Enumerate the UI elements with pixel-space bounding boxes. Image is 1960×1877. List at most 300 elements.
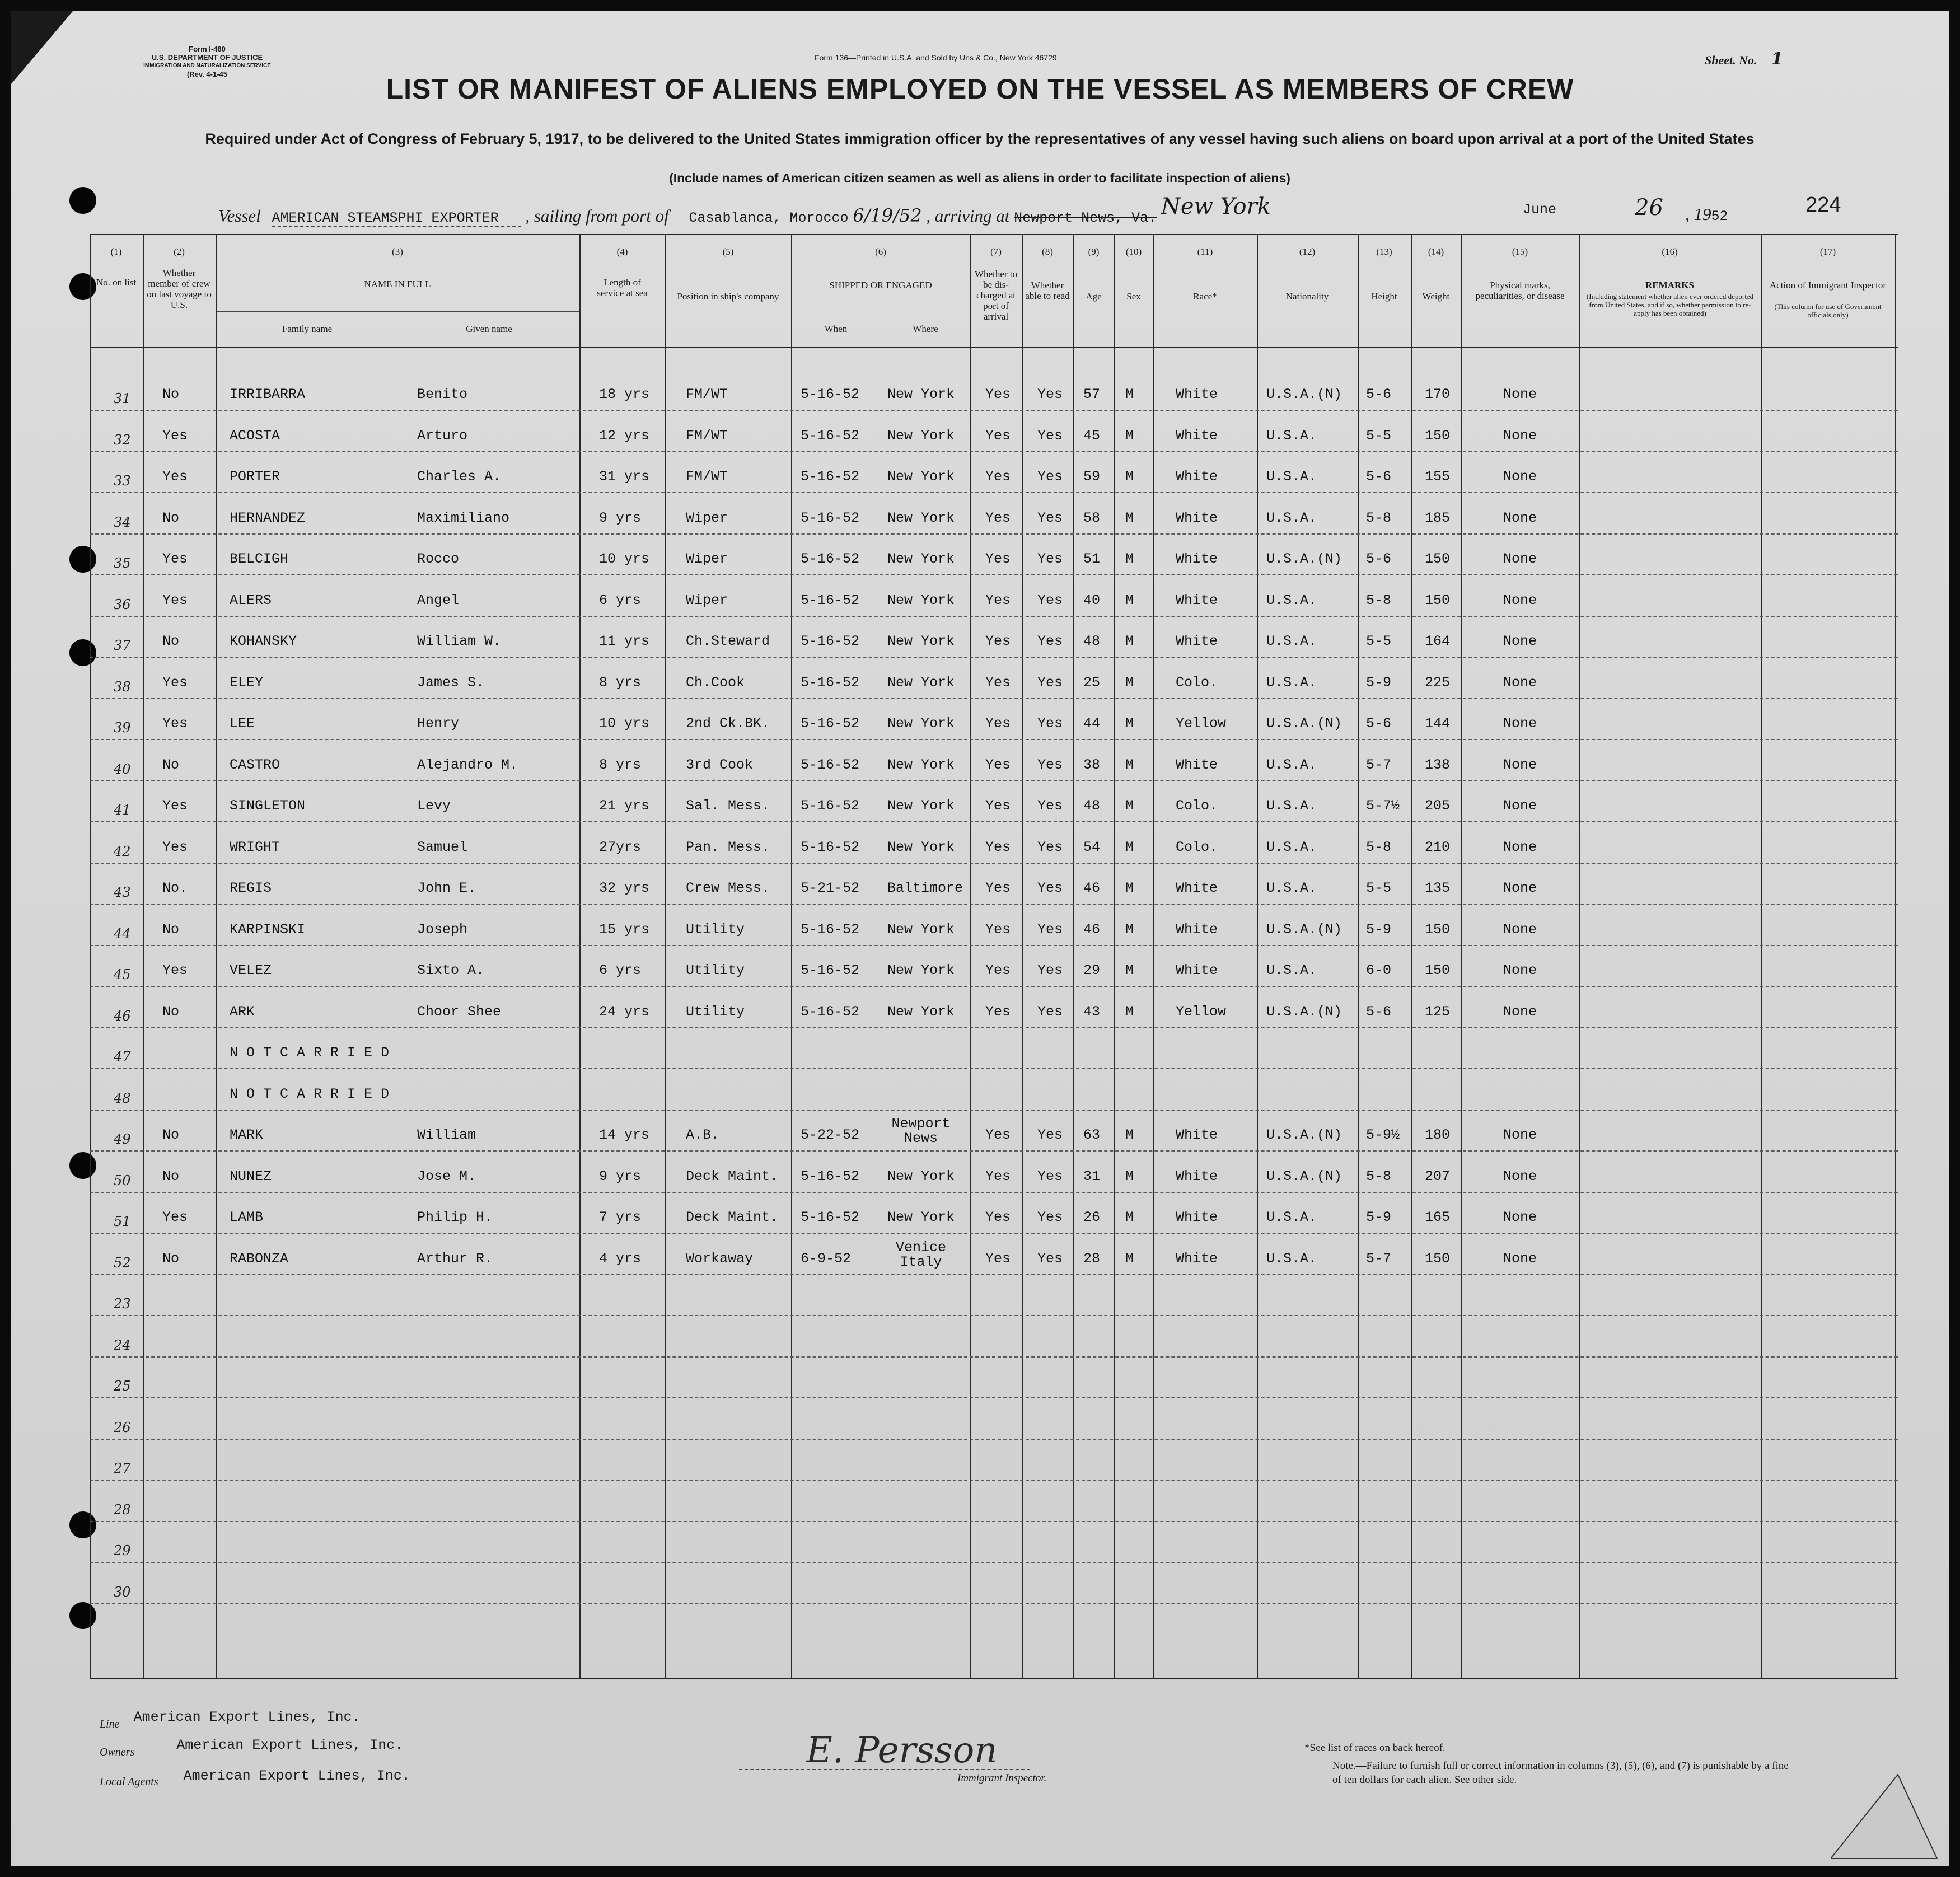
where-cell: New York [887,715,955,732]
member-cell: No [162,1003,180,1020]
col-number: (8) [1042,246,1053,257]
physical-marks-cell: None [1503,1127,1537,1143]
age-cell: 46 [1083,921,1101,938]
punch-hole [69,1511,96,1538]
position-cell: Wiper [686,592,728,608]
nationality-cell: U.S.A. [1266,798,1317,814]
physical-marks-cell: None [1503,1003,1537,1020]
page-title: LIST OR MANIFEST OF ALIENS EMPLOYED ON THE VESSEL AS MEMBERS OF CREW [386,73,1574,105]
member-cell: Yes [162,839,188,855]
member-cell: No [162,1168,180,1185]
race-cell: White [1176,880,1218,896]
able-to-read-cell: Yes [1037,921,1063,938]
height-cell: 5-9 [1366,674,1392,691]
age-cell: 44 [1083,715,1101,732]
able-to-read-cell: Yes [1037,1168,1063,1185]
sex-cell: M [1125,469,1134,485]
col-number: (14) [1428,246,1444,257]
discharged-cell: Yes [985,1127,1011,1143]
owners-label: Owners [100,1746,135,1758]
family-name-cell: LEE [230,715,255,732]
position-cell: Wiper [686,509,728,526]
given-name-cell: Rocco [417,551,460,567]
where-cell: New York [887,633,955,649]
physical-marks-cell: None [1503,715,1537,732]
physical-marks-cell: None [1503,798,1537,814]
able-to-read-cell: Yes [1037,962,1063,979]
row-number: 32 [114,432,131,448]
row-rule [90,1027,1898,1028]
where-cell: New York [887,386,955,402]
physical-marks-cell: None [1503,469,1537,485]
height-cell: 5-8 [1366,592,1392,608]
owners-value: American Export Lines, Inc. [176,1737,404,1753]
nationality-cell: U.S.A. [1266,880,1317,896]
weight-cell: 170 [1425,386,1451,402]
row-number: 35 [114,555,131,571]
sex-cell: M [1125,1003,1134,1020]
position-cell: Utility [686,921,745,938]
service-cell: 10 yrs [599,715,650,732]
given-name-cell: Sixto A. [417,962,485,979]
race-cell: White [1176,921,1218,938]
family-name-cell: N O T C A R R I E D [230,1085,390,1102]
given-name-cell: William [417,1127,476,1143]
col-number: (12) [1299,246,1316,257]
sex-cell: M [1125,756,1134,773]
nationality-cell: U.S.A. [1266,427,1317,444]
arrival-year-prefix: , 19 [1685,204,1711,224]
where-cell: Baltimore [887,880,963,896]
nationality-cell: U.S.A.(N) [1266,386,1342,402]
discharged-cell: Yes [985,1250,1011,1267]
family-name-cell: PORTER [230,469,280,485]
empty-row-number: 27 [114,1461,131,1476]
family-name-cell: ELEY [230,674,264,691]
given-name-cell: Samuel [417,839,468,855]
header-position: Position in ship's company [677,291,779,302]
service-cell: 6 yrs [599,592,642,608]
weight-cell: 125 [1425,1003,1451,1020]
when-cell: 5-16-52 [801,427,860,444]
signature-line [739,1769,1030,1770]
able-to-read-cell: Yes [1037,427,1063,444]
when-cell: 5-22-52 [801,1127,860,1143]
stamp-number: 224 [1805,193,1841,217]
header-nationality: Nationality [1285,291,1329,302]
height-cell: 5-5 [1366,427,1392,444]
position-cell: Workaway [686,1250,754,1267]
physical-marks-cell: None [1503,839,1537,855]
family-name-cell: REGIS [230,880,272,896]
sheet-value: 1 [1771,49,1783,69]
sex-cell: M [1125,921,1134,938]
age-cell: 57 [1083,386,1101,402]
weight-cell: 150 [1425,427,1451,444]
service-cell: 14 yrs [599,1127,650,1143]
col-number: (17) [1819,246,1836,257]
nationality-cell: U.S.A.(N) [1266,1003,1342,1020]
service-cell: 6 yrs [599,962,642,979]
service-cell: 21 yrs [599,798,650,814]
age-cell: 38 [1083,756,1101,773]
row-number: 42 [114,843,131,859]
arrival-day: 26 [1635,195,1663,221]
sex-cell: M [1125,839,1134,855]
discharged-cell: Yes [985,592,1011,608]
member-cell: Yes [162,962,188,979]
position-cell: Crew Mess. [686,880,770,896]
race-cell: Yellow [1176,1003,1227,1020]
punch-hole [69,1152,96,1179]
service-cell: 11 yrs [599,633,650,649]
family-name-cell: HERNANDEZ [230,509,306,526]
punch-hole [69,639,96,666]
vessel-label: Vessel [218,206,261,226]
header-remarks: REMARKS [1645,280,1694,291]
discharged-cell: Yes [985,386,1011,402]
family-name-cell: NUNEZ [230,1168,272,1185]
header-no-on-list: No. on list [96,277,137,288]
position-cell: Deck Maint. [686,1209,779,1225]
sex-cell: M [1125,715,1134,732]
discharged-cell: Yes [985,839,1011,855]
race-cell: White [1176,756,1218,773]
row-rule [90,451,1898,452]
discharged-cell: Yes [985,756,1011,773]
vessel-name: AMERICAN STEAMSPHI EXPORTER [272,210,521,227]
row-number: 33 [114,473,131,489]
discharged-cell: Yes [985,674,1011,691]
sex-cell: M [1125,962,1134,979]
header-height: Height [1371,291,1397,302]
weight-cell: 150 [1425,1250,1451,1267]
header-remarks-note: (Including statement whether alien ever ordered deported from United States, and if so, whether permission to re-apply has been obtained) [1586,292,1754,317]
able-to-read-cell: Yes [1037,880,1063,896]
header-discharged: Whether to be dis-charged at port of arrival [975,269,1017,322]
weight-cell: 164 [1425,633,1451,649]
where-cell: New York [887,1003,955,1020]
empty-row-number: 30 [114,1584,131,1600]
punch-hole [69,273,96,300]
row-rule [90,533,1898,535]
date-from: 6/19/52 [853,205,922,226]
service-cell: 32 yrs [599,880,650,896]
height-cell: 5-7 [1366,1250,1392,1267]
when-cell: 5-16-52 [801,592,860,608]
position-cell: FM/WT [686,469,728,485]
height-cell: 5-6 [1366,386,1392,402]
family-name-cell: CASTRO [230,756,280,773]
row-number: 38 [114,678,131,695]
position-cell: 3rd Cook [686,756,754,773]
punch-hole [69,1602,96,1629]
able-to-read-cell: Yes [1037,756,1063,773]
able-to-read-cell: Yes [1037,715,1063,732]
sex-cell: M [1125,592,1134,608]
family-name-cell: ALERS [230,592,272,608]
top-left-corner-wear [11,11,78,90]
header-race: Race* [1193,291,1217,302]
given-name-cell: Levy [417,798,451,814]
physical-marks-cell: None [1503,592,1537,608]
given-name-cell: Arthur R. [417,1250,493,1267]
where-cell: New York [887,1209,955,1225]
row-number: 48 [114,1090,131,1106]
height-cell: 5-9 [1366,921,1392,938]
when-cell: 5-16-52 [801,798,860,814]
footer-owners [100,1737,404,1760]
service-cell: 8 yrs [599,674,642,691]
height-cell: 5-6 [1366,715,1392,732]
empty-row-number: 23 [114,1296,131,1312]
able-to-read-cell: Yes [1037,509,1063,526]
physical-marks-cell: None [1503,427,1537,444]
agents-value: American Export Lines, Inc. [183,1768,410,1784]
member-cell: Yes [162,798,188,814]
family-name-cell: BELCIGH [230,551,289,567]
height-cell: 5-9 [1366,1209,1392,1225]
position-cell: Utility [686,1003,745,1020]
member-cell: No [162,756,180,773]
age-cell: 63 [1083,1127,1101,1143]
row-rule [90,1562,1898,1563]
physical-marks-cell: None [1503,633,1537,649]
age-cell: 46 [1083,880,1101,896]
member-cell: No [162,386,180,402]
able-to-read-cell: Yes [1037,1003,1063,1020]
member-cell: No. [162,880,188,896]
row-rule [90,1110,1898,1111]
family-name-cell: MARK [230,1127,264,1143]
header-length-service: Length of service at sea [597,277,648,298]
discharged-cell: Yes [985,962,1011,979]
sex-cell: M [1125,1168,1134,1185]
height-cell: 5-9½ [1366,1127,1400,1143]
discharged-cell: Yes [985,427,1011,444]
when-cell: 5-16-52 [801,962,860,979]
given-name-cell: Choor Shee [417,1003,502,1020]
row-number: 41 [114,802,131,818]
row-rule [90,1150,1898,1152]
able-to-read-cell: Yes [1037,633,1063,649]
height-cell: 5-7½ [1366,798,1400,814]
inspector-signature: E. Persson [806,1730,998,1771]
physical-marks-cell: None [1503,1250,1537,1267]
sex-cell: M [1125,633,1134,649]
inspector-label: Immigrant Inspector. [957,1772,1047,1784]
form-code-line: (Rev. 4-1-45 [186,70,227,78]
discharged-cell: Yes [985,880,1011,896]
weight-cell: 150 [1425,551,1451,567]
given-name-cell: Joseph [417,921,468,938]
position-cell: FM/WT [686,386,728,402]
weight-cell: 138 [1425,756,1451,773]
row-number: 37 [114,638,131,653]
physical-marks-cell: None [1503,509,1537,526]
row-number: 47 [114,1049,131,1065]
empty-row-number: 25 [114,1378,131,1394]
row-rule [90,657,1898,658]
able-to-read-cell: Yes [1037,798,1063,814]
age-cell: 54 [1083,839,1101,855]
member-cell: Yes [162,674,188,691]
footer-agents [100,1768,410,1790]
age-cell: 48 [1083,633,1101,649]
weight-cell: 150 [1425,962,1451,979]
nationality-cell: U.S.A. [1266,633,1317,649]
where-cell: New York [887,1168,955,1185]
race-cell: White [1176,633,1218,649]
given-name-cell: Angel [417,592,460,608]
row-number: 49 [114,1131,131,1147]
when-cell: 5-21-52 [801,880,860,896]
physical-marks-cell: None [1503,962,1537,979]
given-name-cell: Henry [417,715,460,732]
header-given-name: Given name [466,324,512,334]
discharged-cell: Yes [985,715,1011,732]
when-cell: 5-16-52 [801,469,860,485]
height-cell: 5-7 [1366,756,1392,773]
row-rule [90,780,1898,781]
family-name-cell: N O T C A R R I E D [230,1045,390,1061]
col-number: (7) [990,246,1002,257]
empty-row-number: 29 [114,1543,131,1558]
row-rule [90,986,1898,987]
table-bottom-border [90,1678,1898,1679]
race-cell: White [1176,1127,1218,1143]
able-to-read-cell: Yes [1037,839,1063,855]
position-cell: Pan. Mess. [686,839,770,855]
row-number: 34 [114,514,131,530]
given-name-cell: Arturo [417,427,468,444]
race-cell: White [1176,427,1218,444]
where-cell: New York [887,962,955,979]
nationality-cell: U.S.A. [1266,839,1317,855]
punch-hole [69,187,96,214]
position-cell: Utility [686,962,745,979]
header-where: Where [913,324,938,334]
row-number: 45 [114,967,131,982]
position-cell: Ch.Steward [686,633,770,649]
family-name-cell: RABONZA [230,1250,289,1267]
member-cell: Yes [162,1209,188,1225]
nationality-cell: U.S.A.(N) [1266,551,1342,567]
when-cell: 5-16-52 [801,386,860,402]
port-to-handwritten: New York [1161,194,1271,219]
member-cell: No [162,921,180,938]
sex-cell: M [1125,386,1134,402]
race-cell: Yellow [1176,715,1227,732]
nationality-cell: U.S.A. [1266,1250,1317,1267]
where-cell: New York [887,427,955,444]
where-cell: New York [887,756,955,773]
header-action-note: (This column for use of Government officials only) [1774,302,1882,319]
when-cell: 5-16-52 [801,756,860,773]
col-number: (13) [1376,246,1392,257]
weight-cell: 207 [1425,1168,1451,1185]
where-cell: New York [887,551,955,567]
arrival-month: June [1523,202,1557,218]
nationality-cell: U.S.A. [1266,469,1317,485]
nationality-cell: U.S.A.(N) [1266,921,1342,938]
family-name-cell: LAMB [230,1209,264,1225]
row-rule [90,1315,1898,1316]
position-cell: Sal. Mess. [686,798,770,814]
position-cell: FM/WT [686,427,728,444]
nationality-cell: U.S.A. [1266,509,1317,526]
service-cell: 10 yrs [599,551,650,567]
sex-cell: M [1125,798,1134,814]
discharged-cell: Yes [985,1168,1011,1185]
where-cell: New York [887,674,955,691]
height-cell: 5-6 [1366,469,1392,485]
when-cell: 5-16-52 [801,1209,860,1225]
row-rule [90,574,1898,575]
weight-cell: 150 [1425,592,1451,608]
service-cell: 31 yrs [599,469,650,485]
row-number: 44 [114,925,131,942]
header-able-to-read: Whether able to read [1025,280,1070,301]
race-cell: White [1176,962,1218,979]
row-rule [90,904,1898,905]
nationality-cell: U.S.A. [1266,962,1317,979]
race-cell: White [1176,469,1218,485]
physical-marks-cell: None [1503,551,1537,567]
sailing-label: , sailing from port of [525,206,669,226]
service-cell: 18 yrs [599,386,650,402]
row-rule [90,1068,1898,1069]
row-rule [90,739,1898,740]
discharged-cell: Yes [985,798,1011,814]
family-name-cell: ACOSTA [230,427,280,444]
when-cell: 5-16-52 [801,1168,860,1185]
weight-cell: 144 [1425,715,1451,732]
weight-cell: 135 [1425,880,1451,896]
header-physical-marks: Physical marks, peculiarities, or disease [1475,280,1565,301]
physical-marks-cell: None [1503,386,1537,402]
member-cell: No [162,1127,180,1143]
race-cell: Colo. [1176,798,1218,814]
where-cell: Newport News [891,1116,951,1146]
header-bottom-border [90,347,1898,348]
member-cell: No [162,1250,180,1267]
discharged-cell: Yes [985,633,1011,649]
given-name-cell: Philip H. [417,1209,493,1225]
where-cell: New York [887,839,955,855]
sex-cell: M [1125,427,1134,444]
discharged-cell: Yes [985,469,1011,485]
height-cell: 5-8 [1366,509,1392,526]
weight-cell: 225 [1425,674,1451,691]
arrival-year [1685,204,1728,224]
row-number: 52 [114,1255,131,1271]
nationality-cell: U.S.A. [1266,1209,1317,1225]
service-cell: 27yrs [599,839,642,855]
col-number: (6) [875,246,886,257]
member-cell: No [162,633,180,649]
able-to-read-cell: Yes [1037,1127,1063,1143]
row-rule [90,1603,1898,1604]
position-cell: 2nd Ck.BK. [686,715,770,732]
row-number: 50 [114,1172,131,1188]
race-cell: White [1176,509,1218,526]
race-note: *See list of races on back hereof. [1304,1742,1446,1754]
service-cell: 12 yrs [599,427,650,444]
able-to-read-cell: Yes [1037,674,1063,691]
age-cell: 29 [1083,962,1101,979]
race-cell: White [1176,1209,1218,1225]
